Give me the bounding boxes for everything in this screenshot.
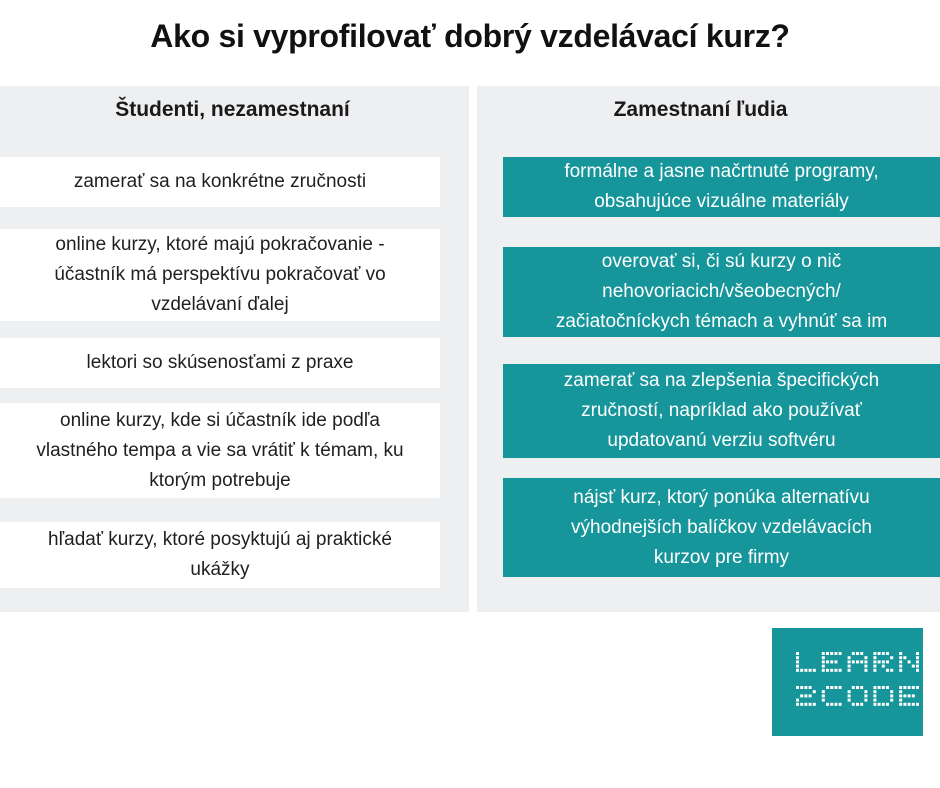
logo-pixel (830, 660, 833, 663)
logo-pixel (813, 669, 816, 672)
employed-item: nájsť kurz, ktorý ponúka alternatívu výhodnejších balíčkov vzdelávacích kurzov pre firmy (503, 478, 940, 577)
logo-pixel (800, 703, 803, 706)
learn2code-logo-mark (772, 628, 923, 736)
students-item: online kurzy, ktoré majú pokračovanie - účastník má perspektívu pokračovať vo vzdelávaní ďalej (0, 229, 440, 321)
logo-pixel (848, 669, 851, 672)
logo-pixel (796, 703, 799, 706)
logo-pixel (852, 660, 855, 663)
logo-pixel (796, 652, 799, 655)
logo-pixel (912, 665, 915, 668)
logo-pixel (848, 699, 851, 702)
logo-pixel (878, 652, 881, 655)
logo-pixel (873, 656, 876, 659)
students-column-header: Študenti, nezamestnaní (115, 98, 350, 121)
logo-pixel (804, 686, 807, 689)
logo-pixel (899, 686, 902, 689)
logo-pixel (852, 652, 855, 655)
logo-pixel (856, 703, 859, 706)
logo-pixel (886, 669, 889, 672)
logo-pixel (848, 660, 851, 663)
employed-item: formálne a jasne načrtnuté programy, obsahujúce vizuálne materiály (503, 157, 940, 217)
logo-pixel (873, 694, 876, 697)
logo-pixel (860, 660, 863, 663)
logo-pixel (903, 686, 906, 689)
logo-pixel (856, 652, 859, 655)
logo-pixel (916, 660, 919, 663)
logo-pixel (830, 669, 833, 672)
logo-pixel (899, 652, 902, 655)
logo-pixel (834, 703, 837, 706)
logo-pixel (903, 694, 906, 697)
logo-pixel (908, 686, 911, 689)
logo-pixel (796, 660, 799, 663)
logo-pixel (813, 690, 816, 693)
logo-pixel (822, 660, 825, 663)
logo-pixel (873, 690, 876, 693)
logo-pixel (899, 660, 902, 663)
logo-pixel (809, 686, 812, 689)
logo-pixel (800, 694, 803, 697)
logo-pixel (916, 669, 919, 672)
logo-pixel (822, 669, 825, 672)
logo-pixel (886, 660, 889, 663)
logo-pixel (856, 686, 859, 689)
employed-column-header: Zamestnaní ľudia (613, 98, 788, 121)
logo-pixel (860, 703, 863, 706)
logo-pixel (873, 699, 876, 702)
logo-pixel (822, 694, 825, 697)
logo-pixel (916, 656, 919, 659)
logo-pixel (908, 660, 911, 663)
logo-pixel (890, 699, 893, 702)
logo-pixel (890, 690, 893, 693)
logo-pixel (899, 703, 902, 706)
logo-pixel (813, 703, 816, 706)
logo-pixel (908, 694, 911, 697)
logo-pixel (864, 665, 867, 668)
logo-pixel (796, 699, 799, 702)
logo-pixel (848, 656, 851, 659)
logo-pixel (864, 656, 867, 659)
students-item: zamerať sa na konkrétne zručnosti (0, 157, 440, 207)
logo-pixel (878, 686, 881, 689)
logo-pixel (878, 660, 881, 663)
logo-pixel (873, 669, 876, 672)
logo-pixel (860, 652, 863, 655)
logo-pixel (908, 703, 911, 706)
logo-pixel (796, 656, 799, 659)
logo-pixel (882, 686, 885, 689)
logo-pixel (809, 669, 812, 672)
logo-pixel (886, 703, 889, 706)
students-column (0, 86, 469, 612)
students-item: online kurzy, kde si účastník ide podľa vlastného tempa a vie sa vrátiť k témam, ku ktorým potrebuje (0, 403, 440, 498)
logo-pixel (916, 686, 919, 689)
logo-pixel (903, 703, 906, 706)
logo-pixel (899, 669, 902, 672)
logo-pixel (796, 686, 799, 689)
employed-column (477, 86, 940, 612)
logo-pixel (804, 703, 807, 706)
logo-pixel (826, 652, 829, 655)
logo-pixel (830, 703, 833, 706)
logo-pixel (873, 652, 876, 655)
logo-pixel (800, 669, 803, 672)
logo-pixel (826, 703, 829, 706)
logo-pixel (839, 703, 842, 706)
logo-pixel (822, 652, 825, 655)
logo-pixel (899, 699, 902, 702)
logo-pixel (809, 703, 812, 706)
logo-pixel (804, 694, 807, 697)
logo-pixel (800, 686, 803, 689)
logo-pixel (834, 686, 837, 689)
logo-pixel (860, 686, 863, 689)
logo-pixel (916, 665, 919, 668)
logo-pixel (899, 656, 902, 659)
logo-pixel (826, 686, 829, 689)
logo-pixel (916, 703, 919, 706)
logo-pixel (856, 660, 859, 663)
students-item: hľadať kurzy, ktoré posyktujú aj praktické ukážky (0, 522, 440, 588)
logo-pixel (796, 665, 799, 668)
logo-pixel (890, 656, 893, 659)
logo-pixel (834, 652, 837, 655)
logo-pixel (839, 686, 842, 689)
logo-pixel (912, 686, 915, 689)
logo-pixel (796, 669, 799, 672)
logo-pixel (890, 694, 893, 697)
logo-pixel (882, 652, 885, 655)
logo-pixel (822, 656, 825, 659)
logo-pixel (852, 686, 855, 689)
logo-pixel (903, 656, 906, 659)
page-title: Ako si vyprofilovať dobrý vzdelávací kurz? (150, 18, 790, 54)
logo-pixel (873, 665, 876, 668)
logo-pixel (822, 665, 825, 668)
learn2code-logo (772, 628, 923, 736)
logo-pixel (848, 694, 851, 697)
logo-pixel (899, 694, 902, 697)
employed-item: overovať si, či sú kurzy o nič nehovoriacich/všeobecných/ začiatočníckych témach a vyhnúť sa im (503, 247, 940, 337)
logo-pixel (873, 703, 876, 706)
logo-pixel (873, 660, 876, 663)
students-item: lektori so skúsenosťami z praxe (0, 338, 440, 388)
logo-pixel (912, 694, 915, 697)
logo-pixel (809, 694, 812, 697)
logo-pixel (839, 652, 842, 655)
employed-item: zamerať sa na zlepšenia špecifických zručností, napríklad ako používať updatovanú verziu softvéru (503, 364, 940, 458)
logo-pixel (830, 652, 833, 655)
logo-pixel (912, 703, 915, 706)
logo-pixel (822, 699, 825, 702)
logo-pixel (899, 690, 902, 693)
logo-pixel (822, 690, 825, 693)
logo-pixel (852, 703, 855, 706)
logo-pixel (864, 669, 867, 672)
logo-pixel (864, 694, 867, 697)
logo-pixel (826, 669, 829, 672)
logo-pixel (878, 703, 881, 706)
logo-pixel (864, 660, 867, 663)
logo-pixel (830, 686, 833, 689)
logo-pixel (886, 686, 889, 689)
logo-pixel (916, 652, 919, 655)
logo-pixel (834, 660, 837, 663)
logo-pixel (834, 669, 837, 672)
logo-pixel (882, 660, 885, 663)
logo-pixel (848, 665, 851, 668)
logo-pixel (890, 669, 893, 672)
logo-pixel (864, 699, 867, 702)
logo-pixel (882, 703, 885, 706)
logo-pixel (839, 669, 842, 672)
logo-pixel (826, 660, 829, 663)
logo-pixel (873, 686, 876, 689)
logo-pixel (848, 690, 851, 693)
logo-pixel (882, 665, 885, 668)
logo-pixel (864, 690, 867, 693)
logo-pixel (804, 669, 807, 672)
logo-pixel (899, 665, 902, 668)
logo-pixel (886, 652, 889, 655)
